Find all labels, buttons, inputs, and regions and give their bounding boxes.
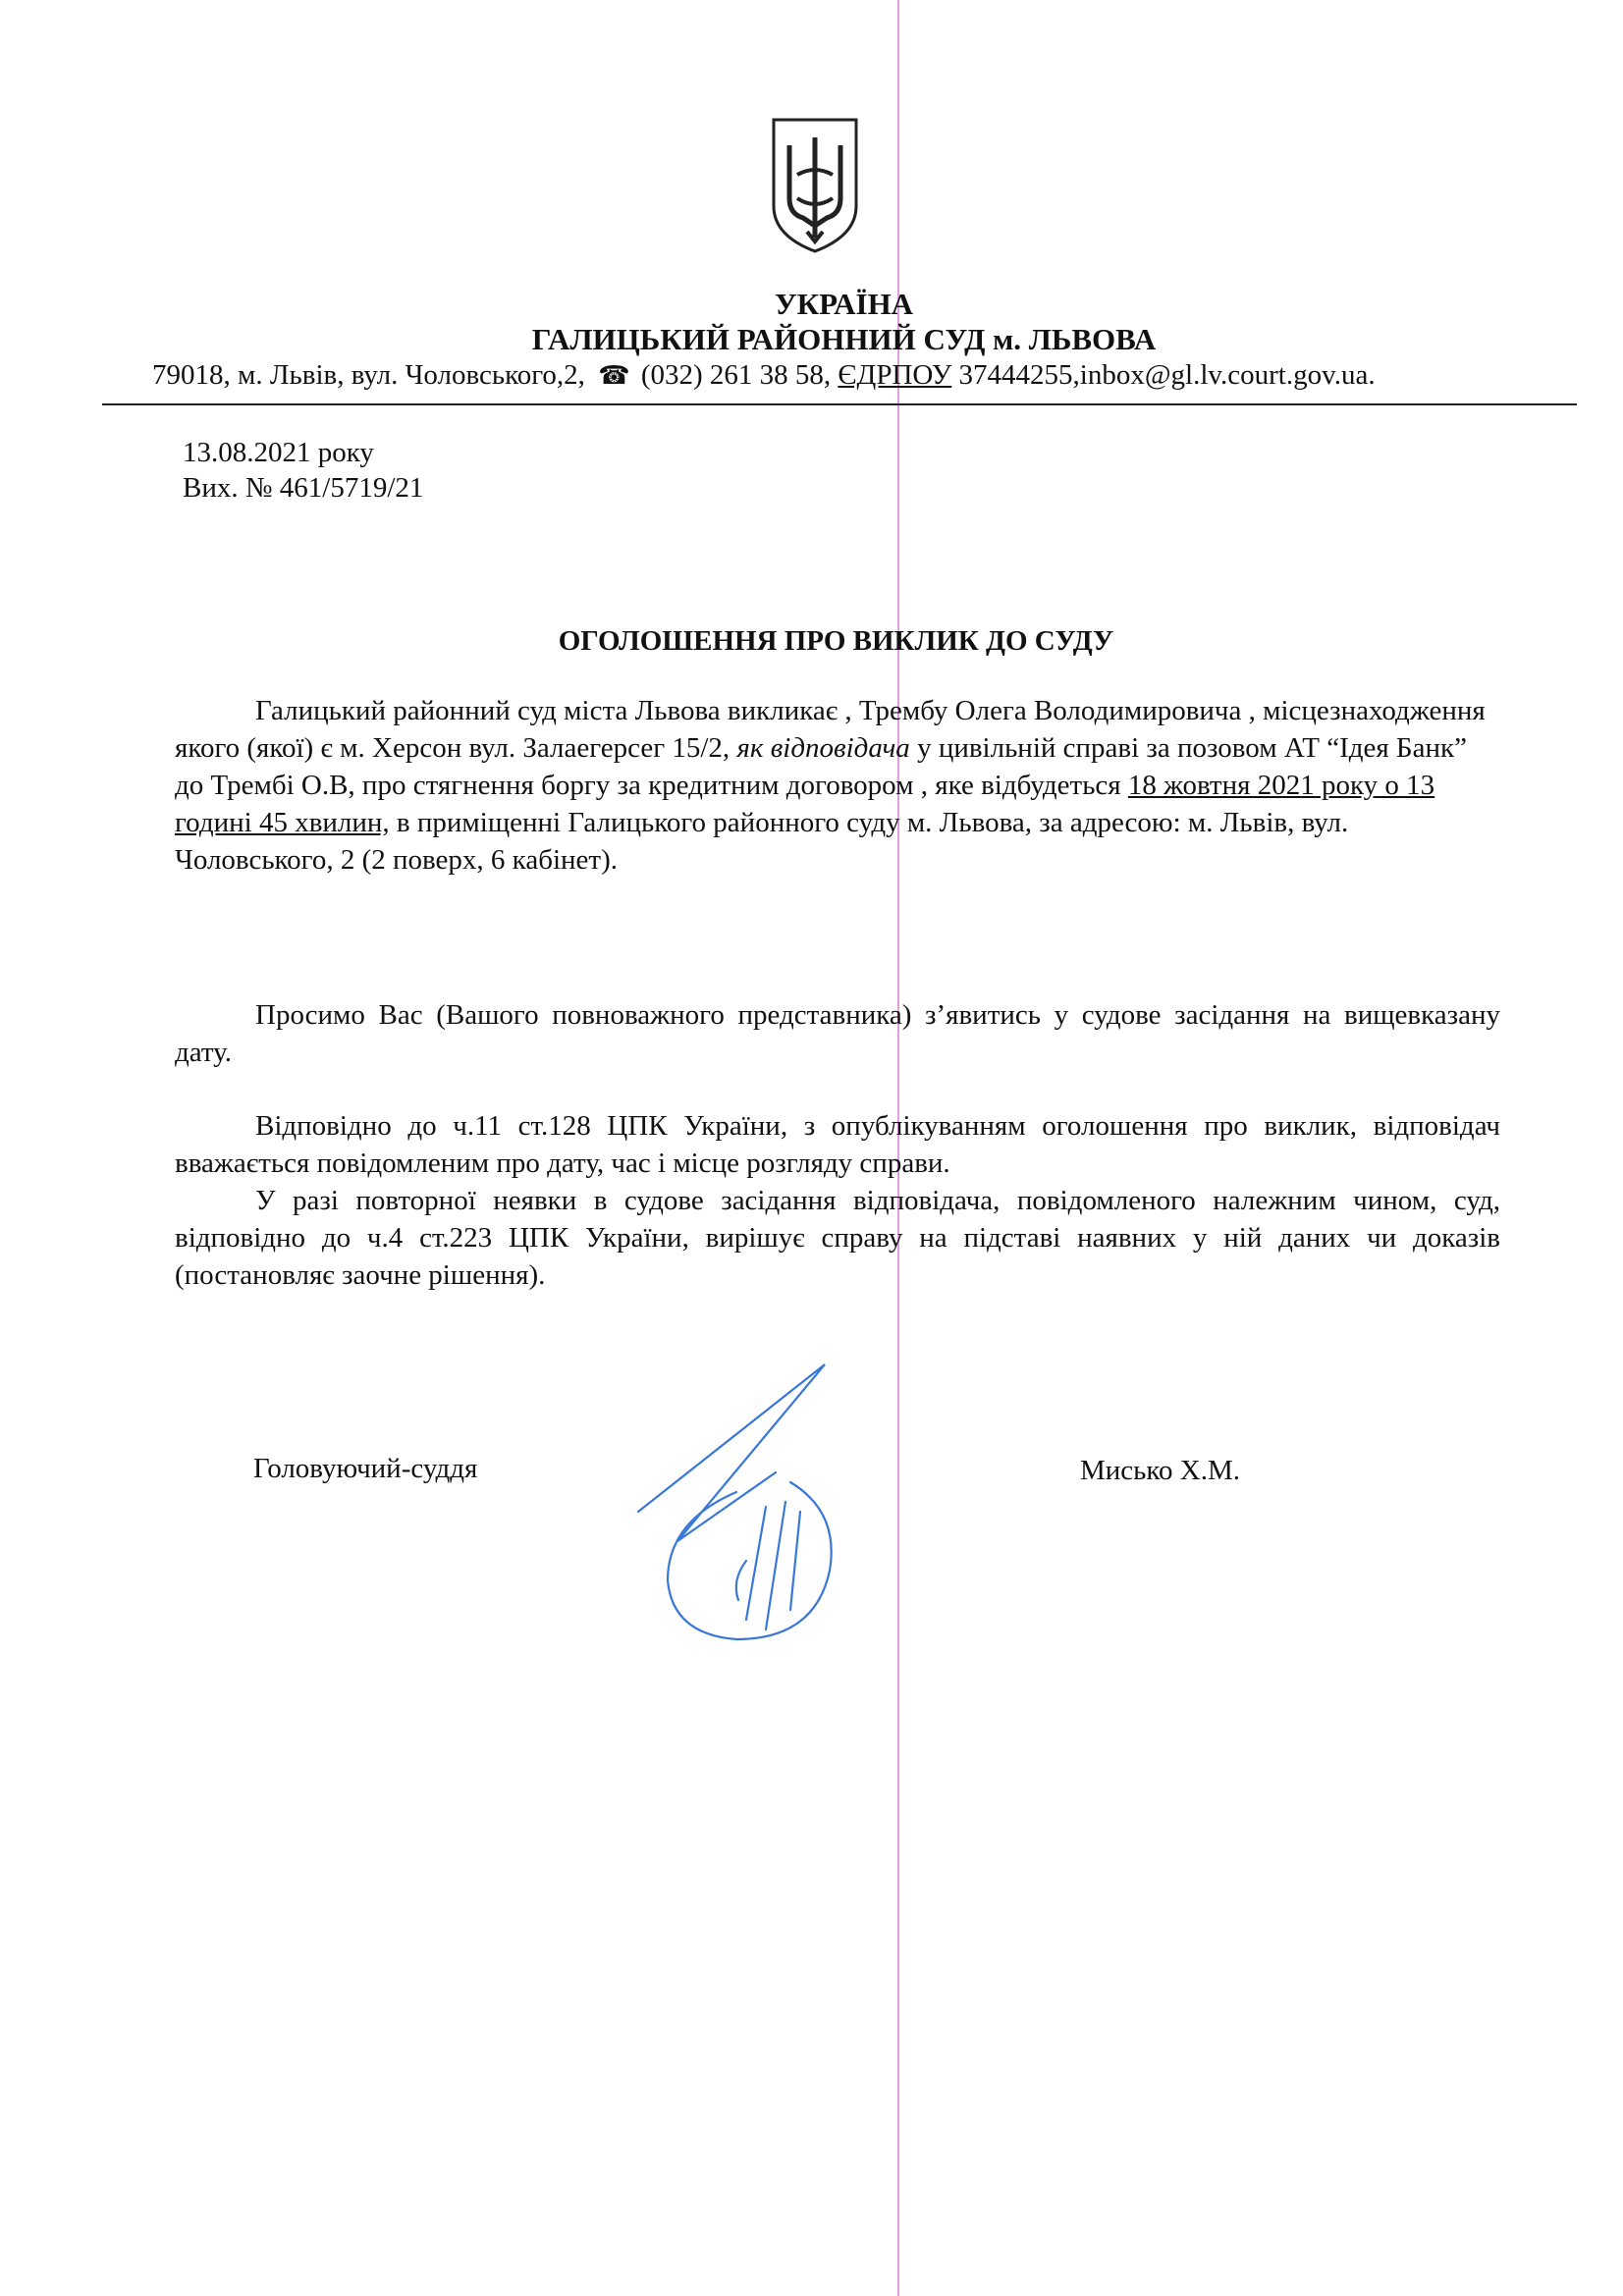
appearance-request-text: Просимо Вас (Вашого повноважного представника) з’явитись у судове засідання на вищевказану дату. [175,999,1500,1068]
summons-text-part-1: Галицький районний суд міста Львова викликає , Трембу Олега Володимировича , місцезнаходження якого (якої) є м. Херсон вул. Залаегерсег 15/2, [175,695,1486,764]
header-contacts [152,359,1376,392]
outgoing-number: Вих. № 461/5719/21 [183,472,424,504]
default-judgment-text: У разі повторної неявки в судове засідання відповідача, повідомленого належним чином, суд, відповідно до ч.4 ст.223 ЦПК України, вирішує справу на підставі наявних у ній даних чи доказів (постановляє заочне рішення). [175,1185,1500,1291]
summons-text-part-3: в приміщенні Галицького районного суду м. Львова, за адресою: м. Львів, вул. Чоловського, 2 (2 поверх, 6 кабінет). [175,807,1349,876]
notice-title: ОГОЛОШЕННЯ ПРО ВИКЛИК ДО СУДУ [558,625,1114,657]
summons-text-part-2: у цивільній справі за позовом АТ “Ідея Банк” до Трембі О.В, про стягнення боргу за кредитним договором , яке відбудеться [175,732,1467,801]
summons-paragraph [175,692,1490,879]
header-country: УКРАЇНА [774,287,914,321]
edrpou-and-email: 37444255,inbox@gl.lv.court.gov.ua. [958,359,1376,391]
court-address: 79018, м. Львів, вул. Чоловського,2, [152,359,585,391]
handwritten-signature [628,1355,884,1649]
signer-name: Мисько Х.М. [1080,1455,1240,1486]
trident-emblem-icon [768,116,862,255]
phone-icon: ☎ [598,361,630,390]
header-divider [102,403,1577,405]
signer-role: Головуючий-суддя [253,1453,478,1484]
notification-text: Відповідно до ч.11 ст.128 ЦПК України, з опублікуванням оголошення про виклик, відповідач вважається повідомленим про дату, час і місце розгляду справи. [175,1110,1500,1179]
default-judgment-paragraph [175,1182,1500,1294]
notification-paragraph [175,1107,1500,1182]
court-phone: (032) 261 38 58, [640,359,832,391]
edrpou-label: ЄДРПОУ [838,359,952,391]
header-court-name: ГАЛИЦЬКИЙ РАЙОННИЙ СУД м. ЛЬВОВА [531,322,1157,356]
notice-date: 13.08.2021 року [183,437,374,468]
summons-role: як відповідача [736,732,910,764]
appearance-request-paragraph [175,996,1500,1071]
hearing-datetime: 18 жовтня 2021 року о 13 годині 45 хвилин, [175,770,1435,838]
